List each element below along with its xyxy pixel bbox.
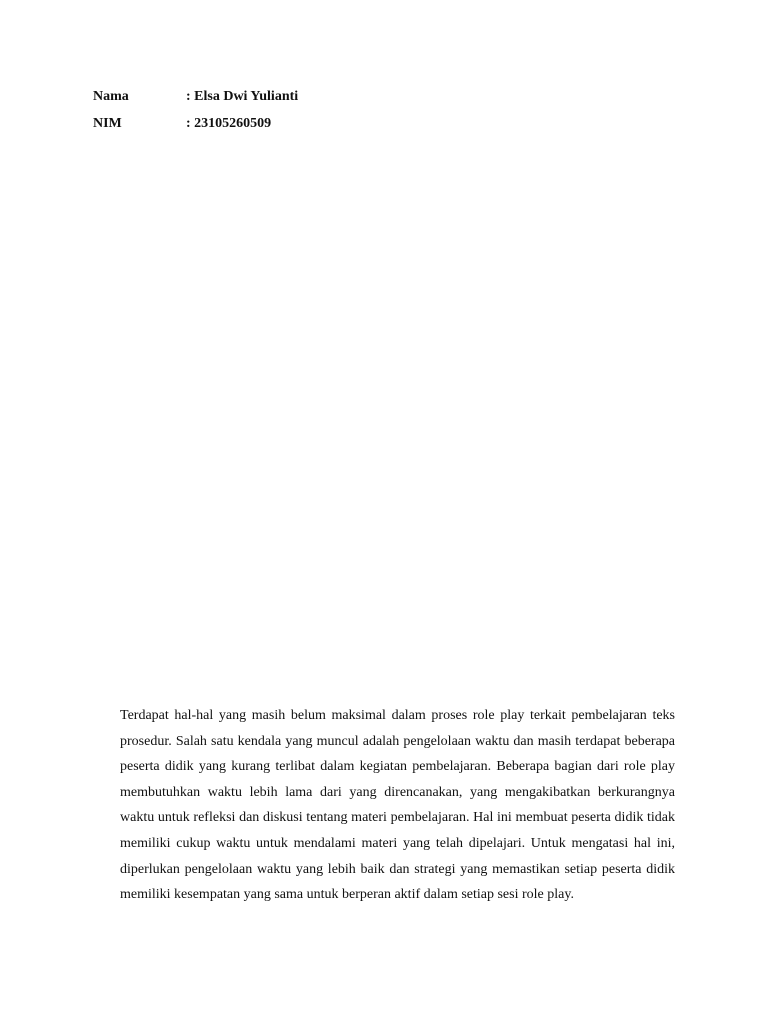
name-value: : Elsa Dwi Yulianti [186, 89, 299, 104]
name-label: Nama [93, 89, 129, 104]
reflection-paragraph: Terdapat hal-hal yang masih belum maksimal dalam proses role play terkait pembelajaran teks prosedur. Salah satu kendala yang muncul adalah pengelolaan waktu dan masih terdapat beberapa peserta didik yang kurang terlibat dalam kegiatan pembelajaran. Beberapa bagian dari role play membutuhkan waktu lebih lama dari yang direncanakan, yang mengakibatkan berkurangnya waktu untuk refleksi dan diskusi tentang materi pembelajaran. Hal ini membuat peserta didik tidak memiliki cukup waktu untuk mendalami materi yang telah dipelajari. Untuk mengatasi hal ini, diperlukan pengelolaan waktu yang lebih baik dan strategi yang memastikan setiap peserta didik memiliki kesempatan yang sama untuk berperan aktif dalam setiap sesi role play. [120, 708, 675, 903]
nim-row [93, 115, 298, 142]
student-identity [93, 88, 298, 142]
name-row [93, 88, 298, 115]
nim-label: NIM [93, 116, 122, 131]
nim-value: : 23105260509 [186, 116, 272, 131]
